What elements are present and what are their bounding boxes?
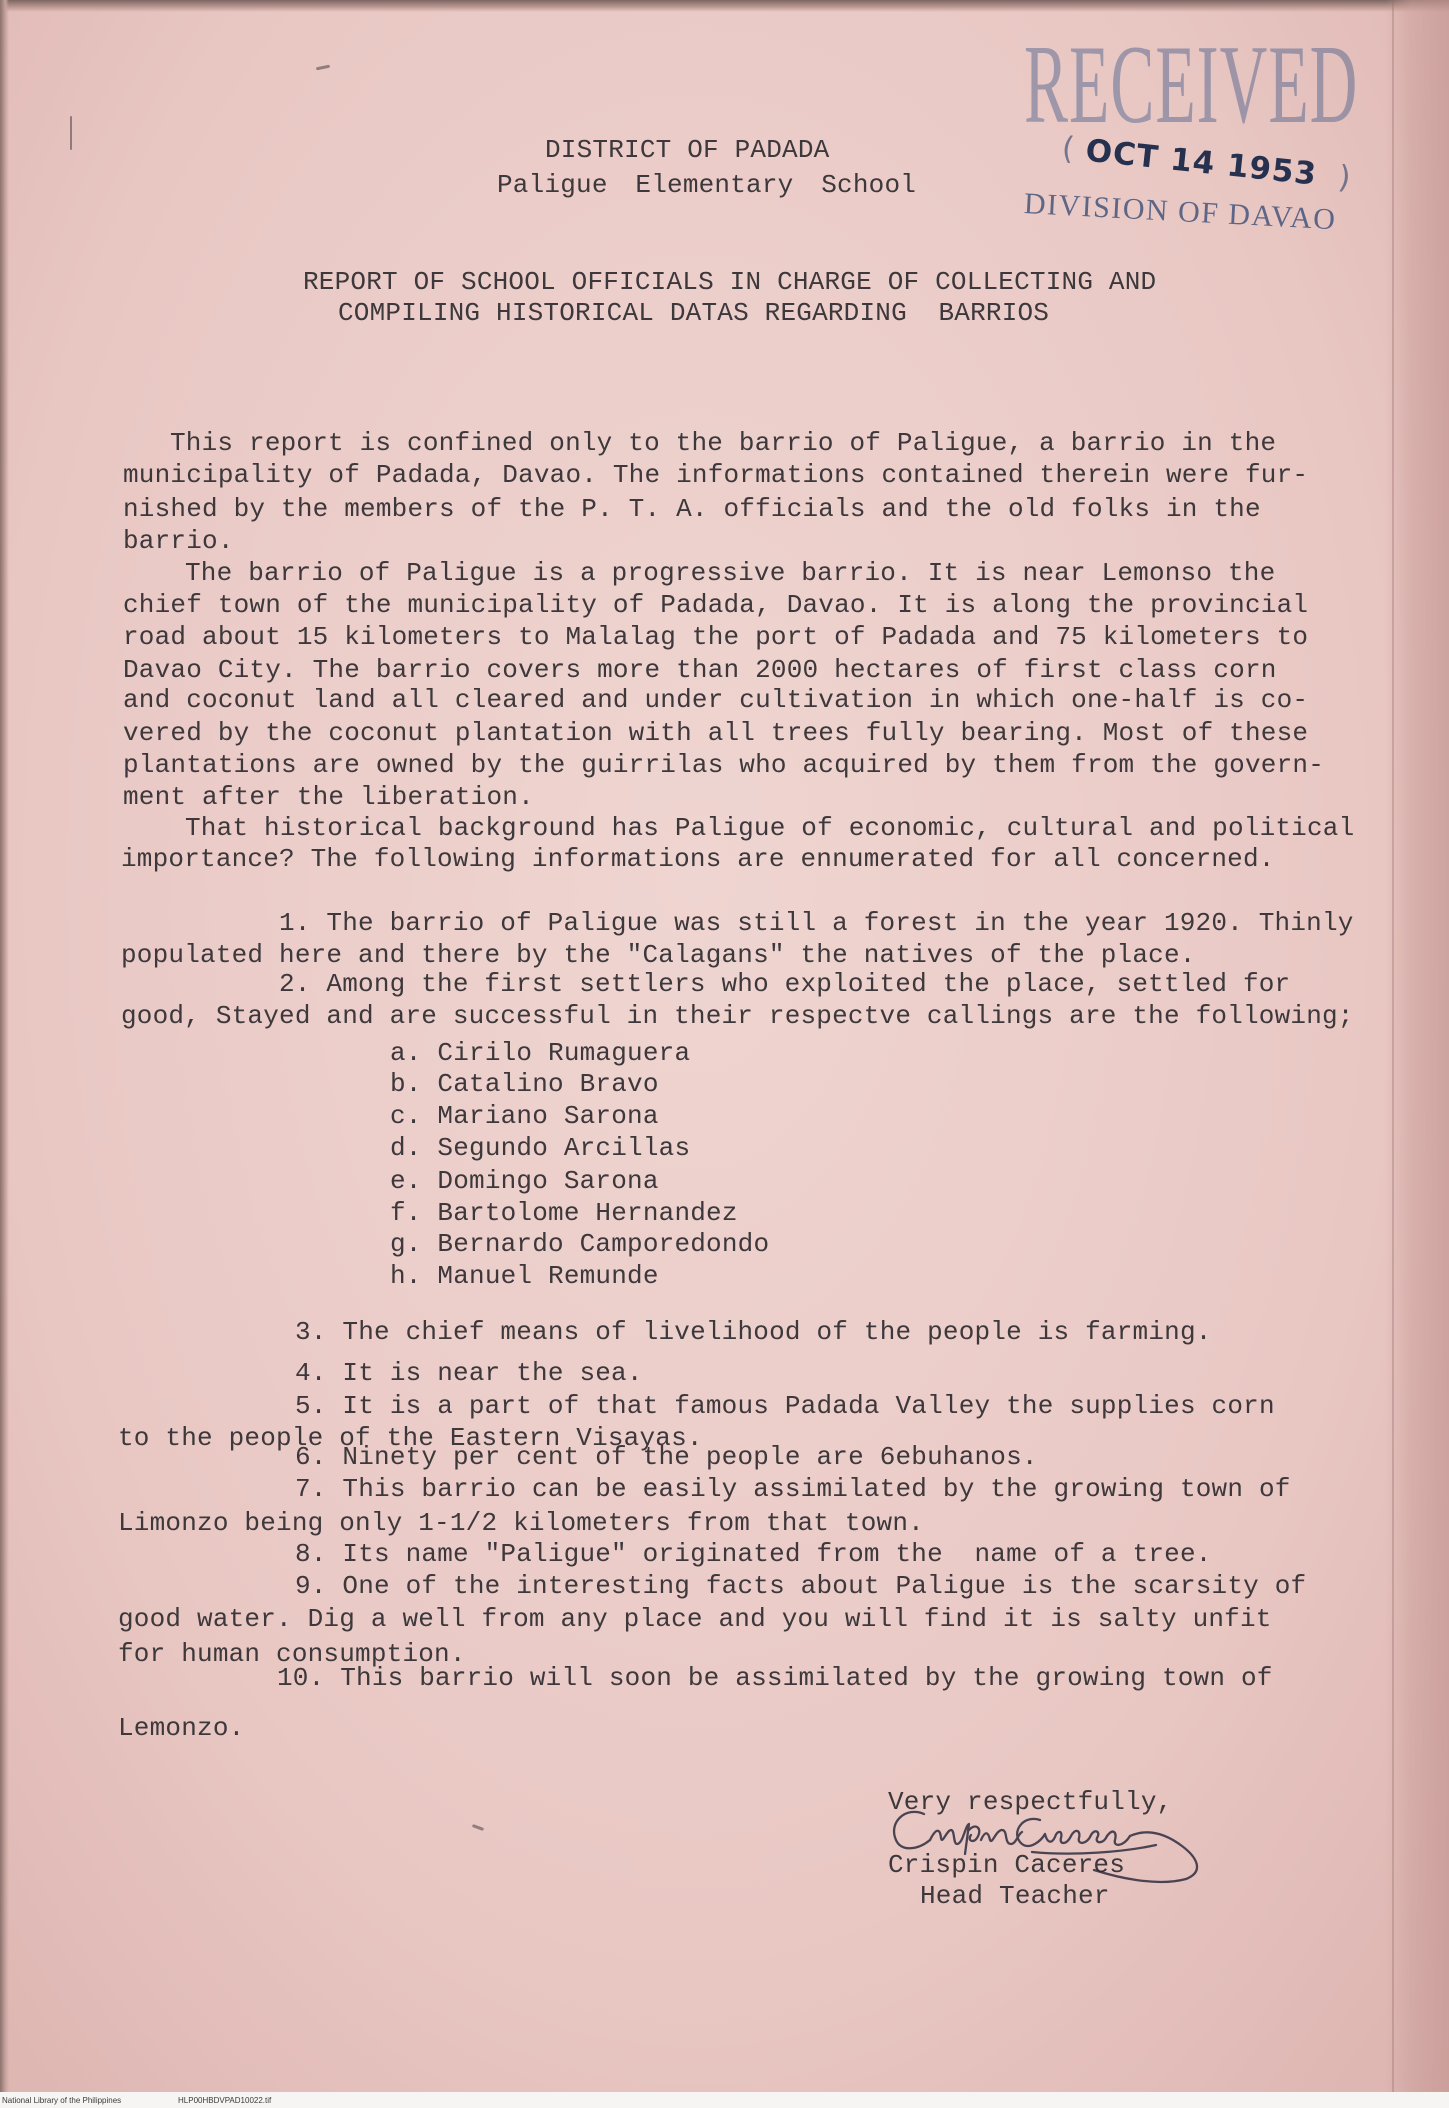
paragraph-line: and coconut land all cleared and under cultivation in which one-half is co- (123, 685, 1309, 715)
handwritten-signature (884, 1800, 1224, 1892)
school-heading: Paligue Elementary School (497, 170, 917, 200)
numbered-item-line: to the people of the Eastern Visayas. (118, 1423, 703, 1453)
paragraph-line: This report is confined only to the barrio of Paligue, a barrio in the (170, 428, 1277, 458)
paper-fold (1392, 0, 1394, 2092)
settler-item: g. Bernardo Camporedondo (390, 1229, 770, 1259)
numbered-item-line: Limonzo being only 1-1/2 kilometers from that town. (118, 1508, 924, 1538)
stamp-received-text: RECEIVED (1024, 23, 1359, 148)
paragraph-line: That historical background has Paligue of economic, cultural and political (185, 813, 1355, 843)
scan-mark (472, 1824, 484, 1831)
paragraph-line: ment after the liberation. (123, 782, 534, 812)
stamp-date-text: OCT 14 1953 (1083, 132, 1319, 193)
numbered-item-line: 1. The barrio of Paligue was still a forest in the year 1920. Thinly (279, 908, 1354, 938)
settler-item: a. Cirilo Rumaguera (390, 1038, 691, 1068)
numbered-item-line: 4. It is near the sea. (295, 1358, 643, 1388)
numbered-item-line: Lemonzo. (118, 1713, 245, 1743)
settler-item: d. Segundo Arcillas (390, 1133, 691, 1163)
paragraph-line: Davao City. The barrio covers more than 2000 hectares of first class corn (123, 655, 1277, 685)
closing-salutation: Very respectfully, (888, 1787, 1173, 1817)
settler-item: h. Manuel Remunde (390, 1261, 659, 1291)
paragraph-line: nished by the members of the P. T. A. officials and the old folks in the (123, 494, 1261, 524)
settler-item: e. Domingo Sarona (390, 1166, 659, 1196)
report-title-line: REPORT OF SCHOOL OFFICIALS IN CHARGE OF COLLECTING AND (303, 267, 1157, 297)
settler-item: b. Catalino Bravo (390, 1069, 659, 1099)
numbered-item-line: 3. The chief means of livelihood of the people is farming. (295, 1317, 1212, 1347)
report-title-line: COMPILING HISTORICAL DATAS REGARDING BARRIOS (338, 298, 1050, 328)
stamp-bracket-right (1315, 157, 1353, 196)
numbered-item-line: good water. Dig a well from any place and you will find it is salty unfit (118, 1604, 1272, 1634)
paragraph-line: barrio. (123, 526, 234, 556)
scan-mark (316, 65, 330, 71)
scan-mark (70, 116, 72, 150)
numbered-item-line: good, Stayed and are successful in their respectve callings are the following; (121, 1001, 1354, 1031)
settler-item: f. Bartolome Hernandez (390, 1198, 738, 1228)
paragraph-line: vered by the coconut plantation with all trees fully bearing. Most of these (123, 718, 1309, 748)
numbered-item-line: 2. Among the first settlers who exploited the place, settled for (279, 969, 1291, 999)
footer-filename: HLP00HBDVPAD10022.tif (178, 2096, 272, 2105)
paragraph-line: importance? The following informations are ennumerated for all concerned. (121, 844, 1275, 874)
footer-library: National Library of the Philippines (2, 2096, 122, 2105)
paragraph-line: The barrio of Paligue is a progressive barrio. It is near Lemonso the (185, 558, 1276, 588)
scan-edge-top (0, 0, 1449, 12)
signatory-position: Head Teacher (920, 1881, 1110, 1911)
stamp-division-text: DIVISION OF DAVAO (1023, 187, 1338, 237)
numbered-item-line: 10. This barrio will soon be assimilated by the growing town of (277, 1663, 1273, 1693)
scan-edge-left (0, 0, 9, 2092)
numbered-item-line: 7. This barrio can be easily assimilated by the growing town of (295, 1474, 1291, 1504)
paragraph-line: road about 15 kilometers to Malalag the port of Padada and 75 kilometers to (123, 622, 1309, 652)
numbered-item-line: for human consumption. (118, 1639, 466, 1669)
numbered-item-line: 8. Its name "Paligue" originated from the name of a tree. (295, 1539, 1212, 1569)
settler-item: c. Mariano Sarona (390, 1101, 659, 1131)
numbered-item-line: 9. One of the interesting facts about Paligue is the scarsity of (295, 1571, 1307, 1601)
numbered-item-line: 6. Ninety per cent of the people are 6ebuhanos. (295, 1442, 1038, 1472)
paper-edge-right (1385, 0, 1449, 2092)
signatory-name: Crispin Caceres (888, 1850, 1126, 1880)
paragraph-line: municipality of Padada, Davao. The informations contained therein were fur- (123, 460, 1309, 490)
numbered-item-line: populated here and there by the "Calagans" the natives of the place. (121, 940, 1196, 970)
numbered-item-line: 5. It is a part of that famous Padada Valley the supplies corn (295, 1391, 1275, 1421)
district-heading: DISTRICT OF PADADA (545, 135, 830, 165)
stamp-bracket-left (1060, 130, 1088, 168)
paragraph-line: plantations are owned by the guirrilas who acquired by them from the govern- (123, 750, 1324, 780)
paragraph-line: chief town of the municipality of Padada, Davao. It is along the provincial (123, 590, 1309, 620)
